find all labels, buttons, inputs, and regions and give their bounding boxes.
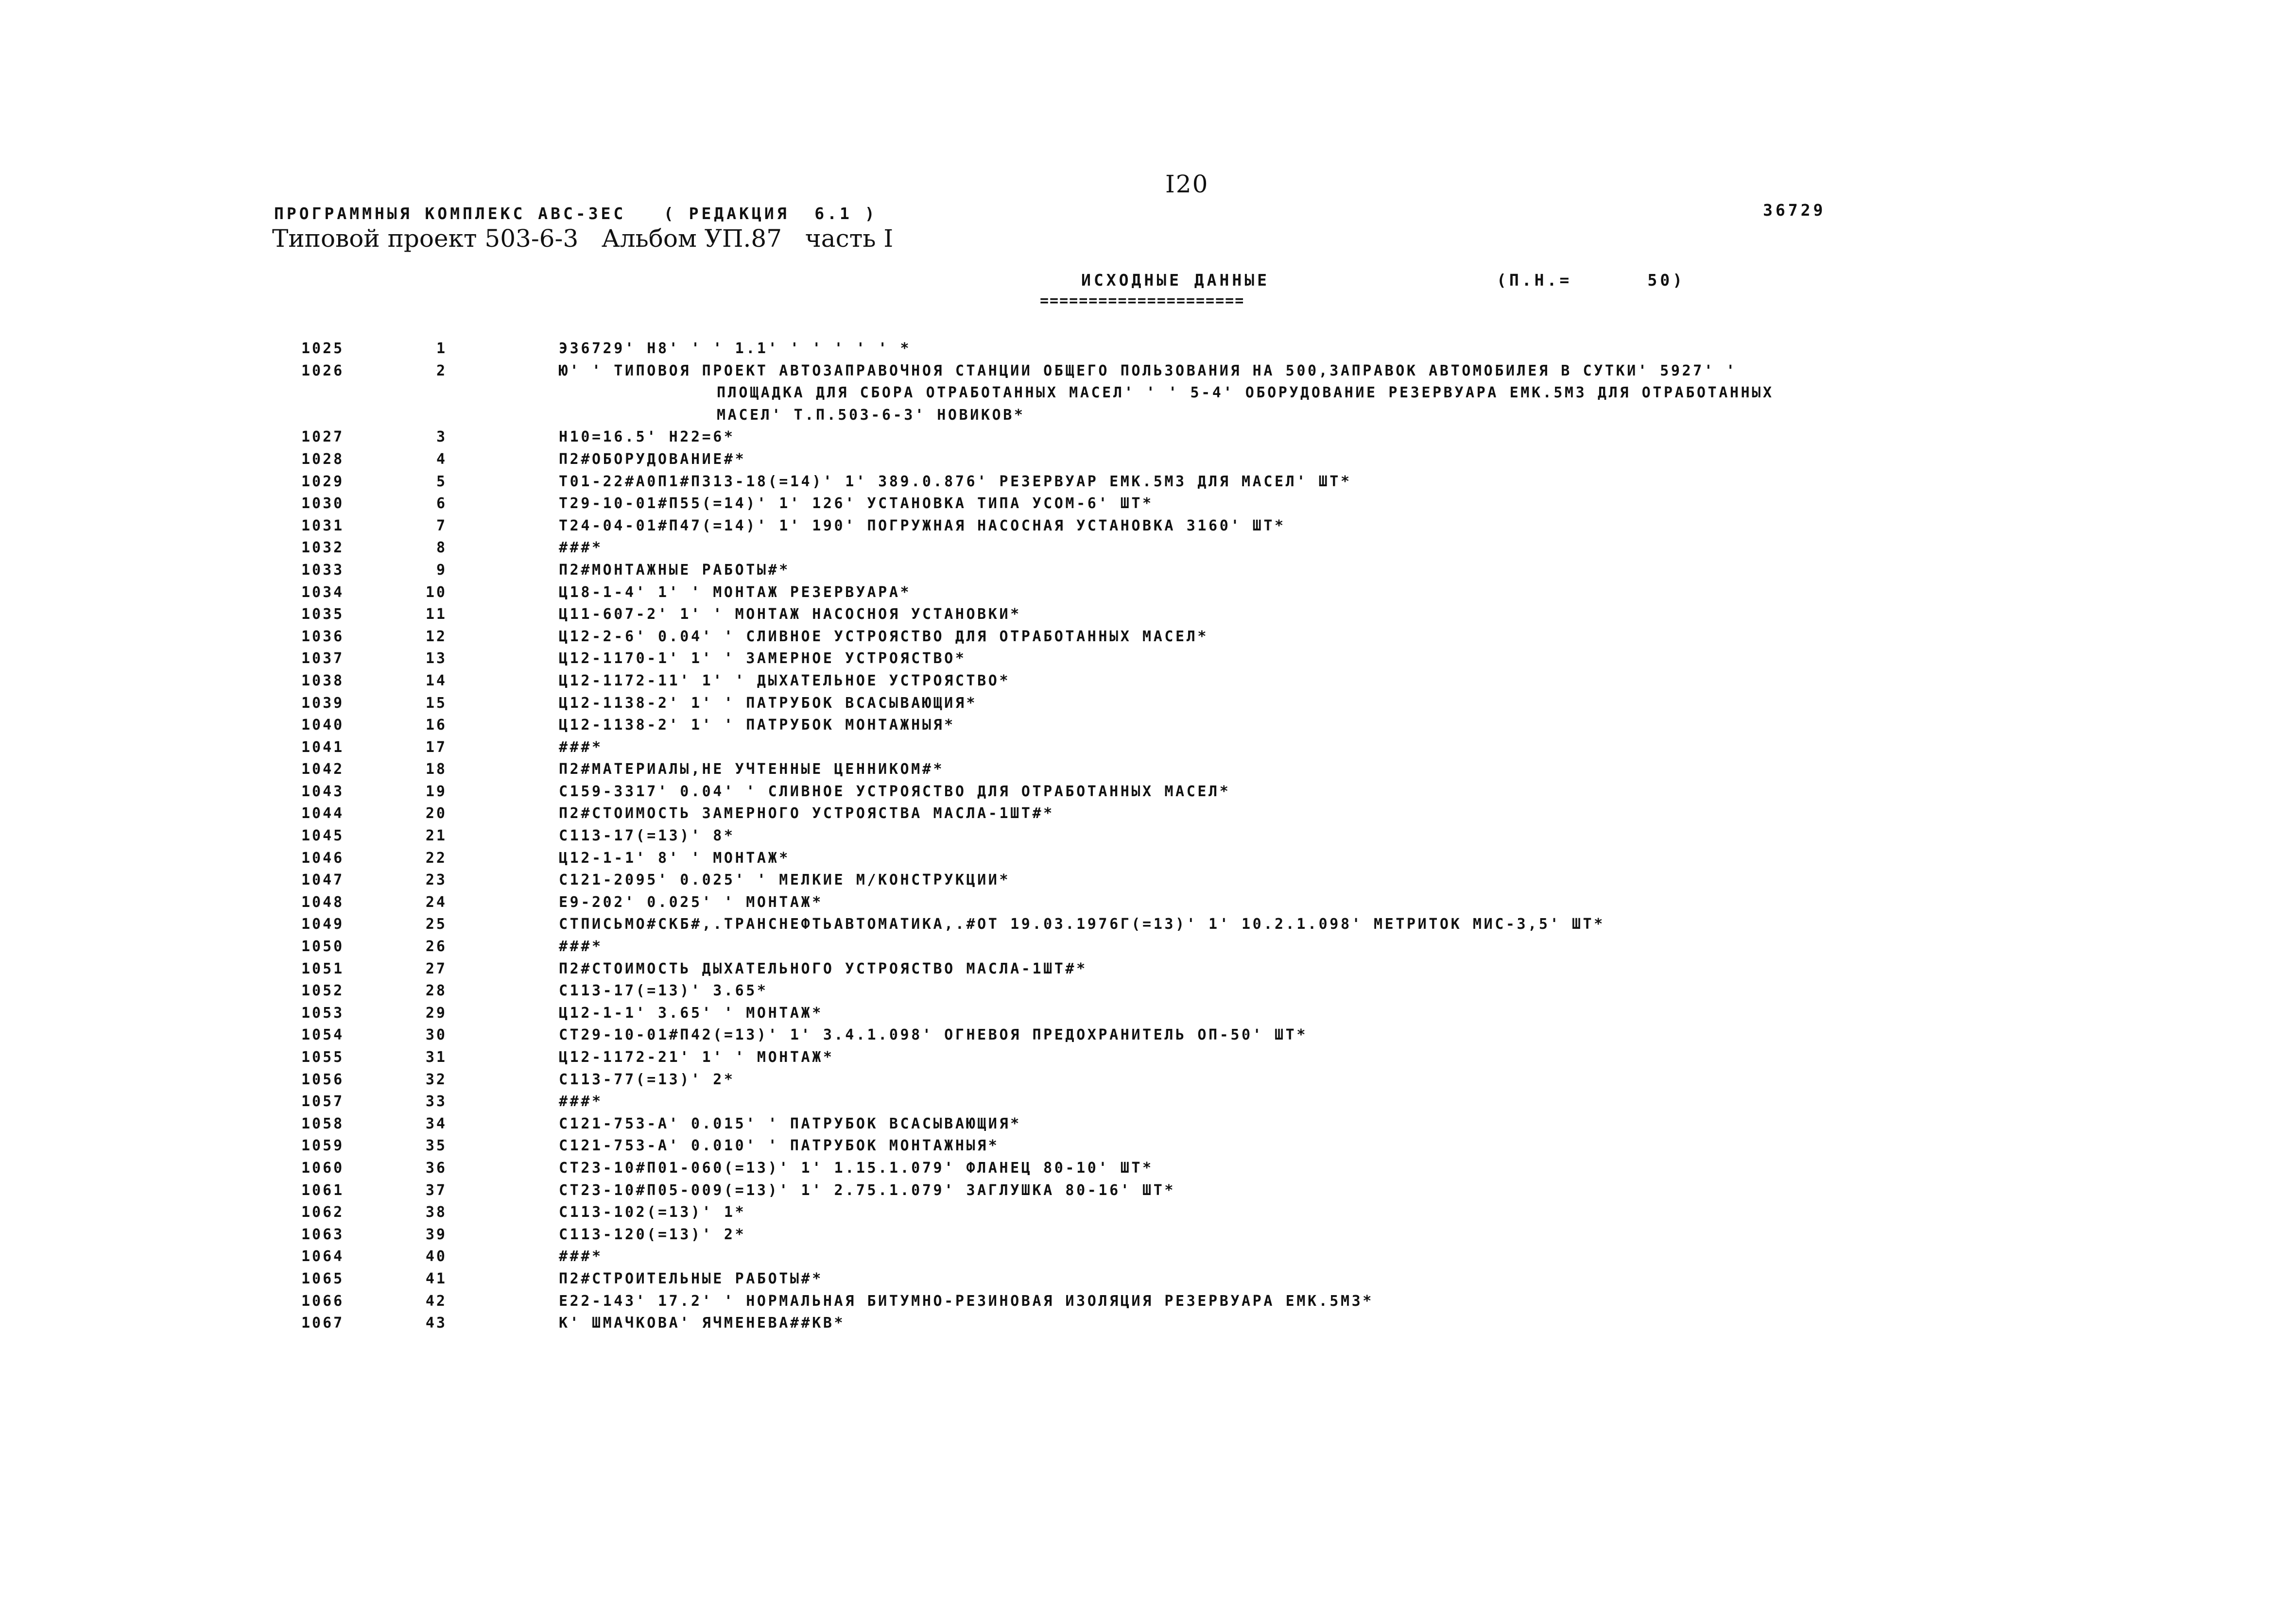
listing-row <box>0 1071 2296 1093</box>
line-sequence: 1044 <box>301 805 345 822</box>
line-sequence: 1026 <box>301 362 345 379</box>
listing-row <box>0 628 2296 650</box>
line-text: Ц12-1138-2' 1' ' ПАТРУБОК МОНТАЖНЫЯ* <box>559 717 955 734</box>
line-text: Е9-202' 0.025' ' МОНТАЖ* <box>559 893 823 911</box>
line-number: 12 <box>425 628 447 645</box>
listing-row <box>0 717 2296 739</box>
line-number: 8 <box>436 539 447 557</box>
line-text: Т29-10-01#П55(=14)' 1' 126' УСТАНОВКА ТИПА УСОМ-6' ШТ* <box>559 495 1154 513</box>
line-number: 7 <box>436 517 447 534</box>
listing-row <box>0 982 2296 1005</box>
line-sequence: 1054 <box>301 1026 345 1044</box>
line-number: 1 <box>436 340 447 357</box>
line-number: 19 <box>425 783 447 800</box>
line-text: Ц18-1-4' 1' ' МОНТАЖ РЕЗЕРВУАРА* <box>559 583 912 601</box>
line-text: С121-2095' 0.025' ' МЕЛКИЕ М/КОНСТРУКЦИИ* <box>559 871 1011 889</box>
listing-row <box>0 672 2296 695</box>
line-number: 17 <box>425 738 447 756</box>
section-page-ref: (П.Н.= 50) <box>1497 271 1686 290</box>
listing-row <box>0 1026 2296 1049</box>
line-number: 34 <box>425 1115 447 1132</box>
line-sequence: 1047 <box>301 871 345 889</box>
line-text: СТ23-10#П05-009(=13)' 1' 2.75.1.079' ЗАГЛУШКА 80-16' ШТ* <box>559 1181 1176 1199</box>
line-number: 2 <box>436 362 447 379</box>
line-number: 42 <box>425 1292 447 1310</box>
line-sequence: 1048 <box>301 893 345 911</box>
listing-row <box>0 938 2296 960</box>
listing-row <box>0 1182 2296 1204</box>
line-number: 6 <box>436 495 447 513</box>
line-number: 23 <box>425 871 447 889</box>
line-number: 39 <box>425 1226 447 1243</box>
line-text: С121-753-А' 0.010' ' ПАТРУБОК МОНТАЖНЫЯ* <box>559 1137 1000 1155</box>
line-sequence: 1038 <box>301 672 345 689</box>
line-text: К' ШМАЧКОВА' ЯЧМЕНЕВА##КВ* <box>559 1315 846 1332</box>
line-text: Ц12-2-6' 0.04' ' СЛИВНОЕ УСТРОЯСТВО ДЛЯ ОТРАБОТАННЫХ МАСЕЛ* <box>559 628 1209 645</box>
listing-row <box>0 871 2296 894</box>
line-text: П2#СТОИМОСТЬ ДЫХАТЕЛЬНОГО УСТРОЯСТВО МАСЛА-1ШТ#* <box>559 960 1088 977</box>
line-number: 35 <box>425 1137 447 1155</box>
listing-row <box>0 695 2296 717</box>
line-sequence: 1040 <box>301 717 345 734</box>
listing-row <box>0 894 2296 916</box>
line-sequence: 1030 <box>301 495 345 513</box>
line-sequence: 1028 <box>301 450 345 468</box>
line-text: СТ29-10-01#П42(=13)' 1' 3.4.1.098' ОГНЕВОЯ ПРЕДОХРАНИТЕЛЬ ОП-50' ШТ* <box>559 1026 1308 1044</box>
line-text: Ц12-1138-2' 1' ' ПАТРУБОК ВСАСЫВАЮЩИЯ* <box>559 694 978 712</box>
line-text: Ц11-607-2' 1' ' МОНТАЖ НАСОСНОЯ УСТАНОВКИ* <box>559 606 1021 623</box>
line-text: ###* <box>559 1093 603 1111</box>
listing-row <box>0 1248 2296 1270</box>
listing-row <box>0 761 2296 783</box>
listing-row <box>0 495 2296 517</box>
line-sequence: 1034 <box>301 583 345 601</box>
line-text: С113-17(=13)' 8* <box>559 827 735 845</box>
line-sequence: 1060 <box>301 1159 345 1177</box>
line-sequence: 1027 <box>301 428 345 446</box>
line-sequence: 1063 <box>301 1226 345 1243</box>
listing-row <box>0 1270 2296 1293</box>
line-number: 31 <box>425 1049 447 1066</box>
line-text: С121-753-А' 0.015' ' ПАТРУБОК ВСАСЫВАЮЩИЯ* <box>559 1115 1021 1132</box>
document-number: 36729 <box>1763 201 1826 220</box>
line-text: Ц12-1172-11' 1' ' ДЫХАТЕЛЬНОЕ УСТРОЯСТВО* <box>559 672 1011 689</box>
line-number: 25 <box>425 916 447 933</box>
line-text: СТПИСЬМО#СКБ#,.ТРАНСНЕФТЬАВТОМАТИКА,.#ОТ 19.03.1976Г(=13)' 1' 10.2.1.098' МЕТРИТОК МИС-3,5' ШТ* <box>559 916 1605 933</box>
listing-row <box>0 1315 2296 1337</box>
line-sequence: 1050 <box>301 938 345 956</box>
line-sequence: 1029 <box>301 473 345 490</box>
line-number: 36 <box>425 1159 447 1177</box>
listing-row <box>0 783 2296 805</box>
line-sequence: 1058 <box>301 1115 345 1132</box>
line-number: 26 <box>425 938 447 956</box>
listing-row <box>0 827 2296 850</box>
line-number: 20 <box>425 805 447 822</box>
section-underline: ===================== <box>1040 292 1245 309</box>
line-number: 14 <box>425 672 447 689</box>
line-number: 3 <box>436 428 447 446</box>
line-text: С113-77(=13)' 2* <box>559 1071 735 1088</box>
line-sequence: 1042 <box>301 761 345 778</box>
listing-row <box>0 1204 2296 1226</box>
listing-row <box>0 1049 2296 1071</box>
line-text: Э36729' Н8' ' ' 1.1' ' ' ' ' ' * <box>559 340 912 357</box>
listing-row <box>0 562 2296 584</box>
line-text: С113-17(=13)' 3.65* <box>559 982 768 1000</box>
listing-row <box>0 1293 2296 1315</box>
line-text: Ц12-1170-1' 1' ' ЗАМЕРНОЕ УСТРОЯСТВО* <box>559 650 967 667</box>
line-sequence: 1055 <box>301 1049 345 1066</box>
listing-row <box>0 428 2296 451</box>
listing-row <box>0 340 2296 362</box>
listing-row <box>0 739 2296 761</box>
listing-row <box>0 1137 2296 1160</box>
line-sequence: 1053 <box>301 1004 345 1022</box>
line-sequence: 1065 <box>301 1270 345 1287</box>
line-sequence: 1051 <box>301 960 345 977</box>
listing-row <box>0 805 2296 827</box>
data-listing <box>0 340 2296 1337</box>
listing-row <box>0 850 2296 872</box>
line-sequence: 1052 <box>301 982 345 1000</box>
line-number: 38 <box>425 1204 447 1221</box>
line-text: Ц12-1172-21' 1' ' МОНТАЖ* <box>559 1049 834 1066</box>
line-number: 43 <box>425 1315 447 1332</box>
line-sequence: 1037 <box>301 650 345 667</box>
listing-row <box>0 584 2296 606</box>
line-sequence: 1057 <box>301 1093 345 1111</box>
line-text: С159-3317' 0.04' ' СЛИВНОЕ УСТРОЯСТВО ДЛЯ ОТРАБОТАННЫХ МАСЕЛ* <box>559 783 1231 800</box>
listing-row <box>0 539 2296 562</box>
line-sequence: 1067 <box>301 1315 345 1332</box>
line-text: Ю' ' ТИПОВОЯ ПРОЕКТ АВТОЗАПРАВОЧНОЯ СТАНЦИИ ОБЩЕГО ПОЛЬЗОВАНИЯ НА 500,ЗАПРАВОК АВТОМОБИЛЕЯ В СУТКИ' 5927' ' <box>559 362 1737 379</box>
section-title: ИСХОДНЫЕ ДАННЫЕ <box>1081 271 1270 290</box>
line-sequence: 1062 <box>301 1204 345 1221</box>
line-sequence: 1032 <box>301 539 345 557</box>
line-text: П2#ОБОРУДОВАНИЕ#* <box>559 450 746 468</box>
line-sequence: 1041 <box>301 738 345 756</box>
line-sequence: 1025 <box>301 340 345 357</box>
listing-row <box>0 1226 2296 1248</box>
line-number: 33 <box>425 1093 447 1111</box>
page-number: I20 <box>1165 170 1209 198</box>
line-number: 29 <box>425 1004 447 1022</box>
line-text: ###* <box>559 938 603 956</box>
listing-row <box>0 362 2296 429</box>
listing-row <box>0 1160 2296 1182</box>
line-text: СТ23-10#П01-060(=13)' 1' 1.15.1.079' ФЛАНЕЦ 80-10' ШТ* <box>559 1159 1154 1177</box>
line-number: 22 <box>425 849 447 867</box>
line-text: П2#МАТЕРИАЛЫ,НЕ УЧТЕННЫЕ ЦЕННИКОМ#* <box>559 761 945 778</box>
listing-row <box>0 517 2296 540</box>
line-text: П2#СТРОИТЕЛЬНЫЕ РАБОТЫ#* <box>559 1270 823 1287</box>
line-number: 32 <box>425 1071 447 1088</box>
line-text: ###* <box>559 738 603 756</box>
line-text: Е22-143' 17.2' ' НОРМАЛЬНАЯ БИТУМНО-РЕЗИНОВАЯ ИЗОЛЯЦИЯ РЕЗЕРВУАРА ЕМК.5М3* <box>559 1292 1374 1310</box>
project-title: Типовой проект 503-6-3 Альбом УП.87 часть I <box>272 224 894 253</box>
line-sequence: 1049 <box>301 916 345 933</box>
line-sequence: 1031 <box>301 517 345 534</box>
line-text: С113-102(=13)' 1* <box>559 1204 746 1221</box>
line-sequence: 1046 <box>301 849 345 867</box>
line-number: 15 <box>425 694 447 712</box>
line-sequence: 1033 <box>301 561 345 579</box>
line-number: 18 <box>425 761 447 778</box>
listing-row <box>0 960 2296 983</box>
listing-row <box>0 606 2296 628</box>
line-number: 41 <box>425 1270 447 1287</box>
line-number: 11 <box>425 606 447 623</box>
line-sequence: 1043 <box>301 783 345 800</box>
line-number: 40 <box>425 1248 447 1265</box>
line-sequence: 1056 <box>301 1071 345 1088</box>
line-sequence: 1064 <box>301 1248 345 1265</box>
listing-row <box>0 916 2296 938</box>
line-text: П2#МОНТАЖНЫЕ РАБОТЫ#* <box>559 561 790 579</box>
line-number: 5 <box>436 473 447 490</box>
line-sequence: 1045 <box>301 827 345 845</box>
line-text: Т24-04-01#П47(=14)' 1' 190' ПОГРУЖНАЯ НАСОСНАЯ УСТАНОВКА 3160' ШТ* <box>559 517 1286 534</box>
listing-row <box>0 473 2296 495</box>
line-sequence: 1059 <box>301 1137 345 1155</box>
line-number: 24 <box>425 893 447 911</box>
listing-row <box>0 1093 2296 1115</box>
line-number: 28 <box>425 982 447 1000</box>
line-number: 16 <box>425 717 447 734</box>
line-number: 37 <box>425 1181 447 1199</box>
listing-row <box>0 451 2296 473</box>
line-sequence: 1039 <box>301 694 345 712</box>
line-text: Ц12-1-1' 8' ' МОНТАЖ* <box>559 849 790 867</box>
line-text: Т01-22#А0П1#П313-18(=14)' 1' 389.0.876' РЕЗЕРВУАР ЕМК.5М3 ДЛЯ МАСЕЛ' ШТ* <box>559 473 1352 490</box>
line-text: Ц12-1-1' 3.65' ' МОНТАЖ* <box>559 1004 823 1022</box>
listing-row <box>0 650 2296 672</box>
line-number: 27 <box>425 960 447 977</box>
line-number: 21 <box>425 827 447 845</box>
line-number: 9 <box>436 561 447 579</box>
line-sequence: 1036 <box>301 628 345 645</box>
line-text-continuation: ПЛОЩАДКА ДЛЯ СБОРА ОТРАБОТАННЫХ МАСЕЛ' ' ' 5-4' ОБОРУДОВАНИЕ РЕЗЕРВУАРА ЕМК.5М3 ДЛЯ ОТРАБОТАННЫХ <box>717 384 1774 402</box>
listing-row <box>0 1005 2296 1027</box>
program-title: ПРОГРАММНЫЯ КОМПЛЕКС АВС-ЗЕС ( РЕДАКЦИЯ 6.1 ) <box>274 204 878 223</box>
line-text: Н10=16.5' Н22=6* <box>559 428 735 446</box>
line-sequence: 1035 <box>301 606 345 623</box>
line-text: ###* <box>559 539 603 557</box>
line-text-continuation: МАСЕЛ' Т.П.503-6-3' НОВИКОВ* <box>717 406 1025 424</box>
line-number: 4 <box>436 450 447 468</box>
line-number: 13 <box>425 650 447 667</box>
line-number: 10 <box>425 583 447 601</box>
line-sequence: 1061 <box>301 1181 345 1199</box>
line-text: С113-120(=13)' 2* <box>559 1226 746 1243</box>
line-sequence: 1066 <box>301 1292 345 1310</box>
line-text: П2#СТОИМОСТЬ ЗАМЕРНОГО УСТРОЯСТВА МАСЛА-1ШТ#* <box>559 805 1054 822</box>
line-text: ###* <box>559 1248 603 1265</box>
line-number: 30 <box>425 1026 447 1044</box>
listing-row <box>0 1115 2296 1138</box>
